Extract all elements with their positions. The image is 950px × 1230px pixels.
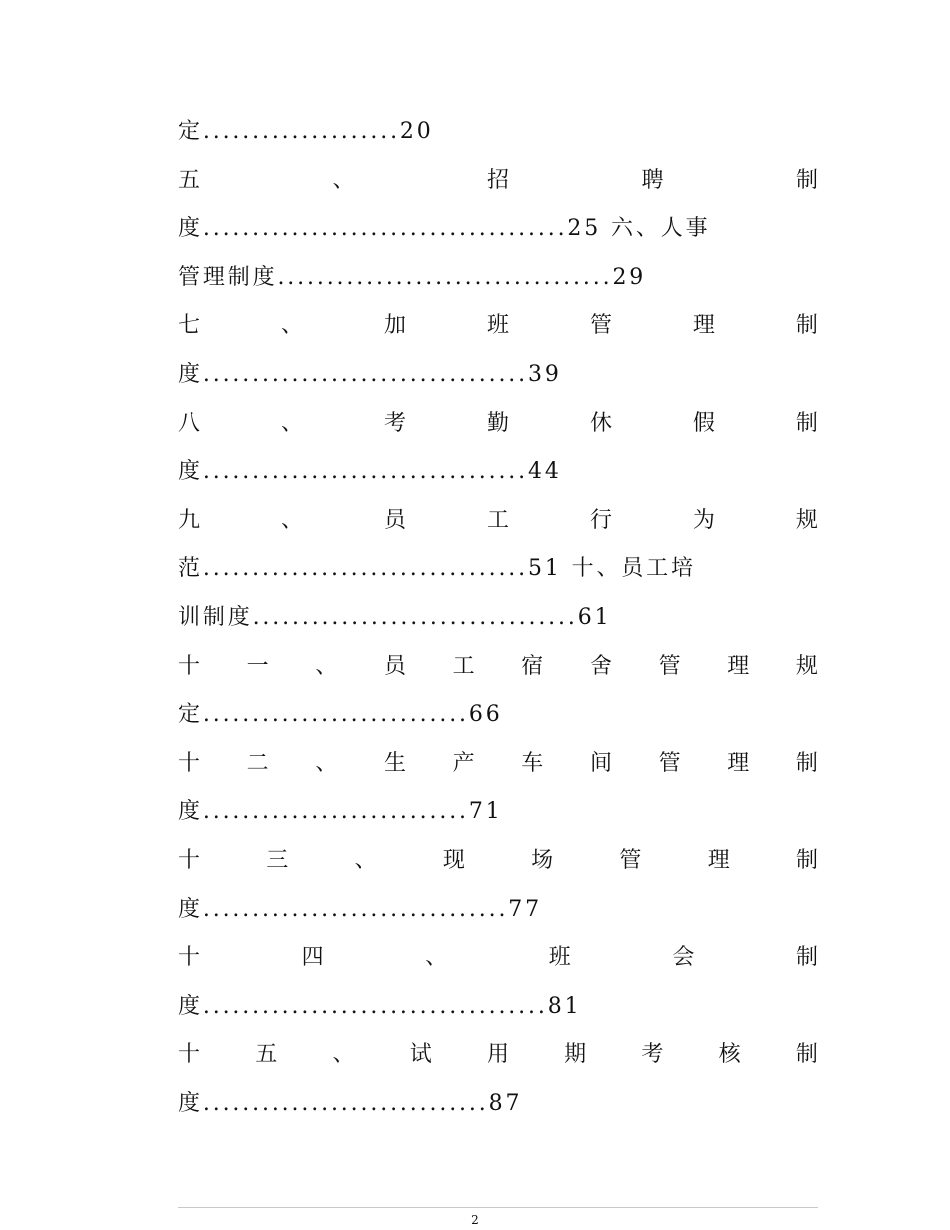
- toc-heading-char: 制: [795, 750, 818, 776]
- toc-heading-char: 理: [707, 847, 730, 873]
- toc-entry-line: 度.....................................25 六、人事: [178, 216, 711, 242]
- footer-divider: [178, 1207, 818, 1208]
- toc-heading-char: 生: [383, 750, 406, 776]
- toc-heading-char: 十: [178, 847, 201, 873]
- toc-entry-line: 范.................................51 十、员工培: [178, 556, 696, 582]
- toc-heading-char: 招: [486, 167, 509, 193]
- toc-heading-char: 试: [409, 1042, 432, 1068]
- toc-heading-char: 宿: [521, 653, 544, 679]
- toc-heading-char: 、: [425, 945, 448, 971]
- toc-entry-heading-line: [178, 837, 818, 886]
- toc-heading-char: 五: [178, 167, 201, 193]
- toc-entry-line: 训制度.................................61: [178, 604, 612, 630]
- toc-heading-char: 聘: [641, 167, 664, 193]
- toc-heading-char: 管: [658, 653, 681, 679]
- toc-heading-char: 行: [589, 507, 612, 533]
- toc-heading-char: 管: [589, 313, 612, 339]
- toc-heading-char: 、: [332, 167, 355, 193]
- toc-entry-heading-line: [178, 643, 818, 692]
- toc-entry-line: 度.................................44: [178, 459, 562, 485]
- toc-entry-line: 度...............................77: [178, 896, 543, 922]
- toc-heading-char: 、: [315, 750, 338, 776]
- toc-entry-line: 度.................................39: [178, 361, 562, 387]
- toc-entry-heading-line: [178, 934, 818, 983]
- toc-heading-char: 核: [718, 1042, 741, 1068]
- toc-heading-char: 、: [354, 847, 377, 873]
- toc-heading-char: 制: [795, 167, 818, 193]
- toc-heading-char: 班: [486, 313, 509, 339]
- toc-heading-char: 舍: [589, 653, 612, 679]
- toc-heading-char: 七: [178, 313, 201, 339]
- toc-heading-char: 十: [178, 653, 201, 679]
- toc-heading-char: 加: [383, 313, 406, 339]
- table-of-contents: [178, 108, 818, 1128]
- toc-heading-char: 班: [548, 945, 571, 971]
- toc-entry-heading-line: [178, 157, 818, 206]
- toc-heading-char: 、: [315, 653, 338, 679]
- toc-entry-heading-line: [178, 1031, 818, 1080]
- toc-heading-char: 会: [672, 945, 695, 971]
- toc-entry-line: 定...........................66: [178, 702, 503, 728]
- toc-entry-heading-line: [178, 497, 818, 546]
- toc-heading-char: 、: [332, 1042, 355, 1068]
- toc-heading-char: 理: [692, 313, 715, 339]
- toc-entry-line: 度.............................87: [178, 1090, 523, 1116]
- toc-heading-char: 八: [178, 410, 201, 436]
- page-number: 2: [471, 1213, 479, 1227]
- toc-heading-char: 五: [255, 1042, 278, 1068]
- toc-heading-char: 勤: [486, 410, 509, 436]
- toc-heading-char: 制: [795, 847, 818, 873]
- toc-entry-heading-line: [178, 302, 818, 351]
- toc-heading-char: 管: [658, 750, 681, 776]
- toc-heading-char: 一: [246, 653, 269, 679]
- toc-heading-char: 员: [383, 653, 406, 679]
- toc-heading-char: 为: [692, 507, 715, 533]
- toc-heading-char: 规: [795, 507, 818, 533]
- toc-heading-char: 期: [564, 1042, 587, 1068]
- toc-heading-char: 九: [178, 507, 201, 533]
- toc-heading-char: 产: [452, 750, 475, 776]
- toc-entry-line: 度...................................81: [178, 993, 582, 1019]
- toc-heading-char: 制: [795, 945, 818, 971]
- toc-heading-char: 规: [795, 653, 818, 679]
- toc-heading-char: 理: [727, 653, 750, 679]
- toc-heading-char: 考: [641, 1042, 664, 1068]
- toc-heading-char: 工: [486, 507, 509, 533]
- toc-heading-char: 、: [280, 410, 303, 436]
- toc-heading-char: 考: [383, 410, 406, 436]
- toc-entry-heading-line: [178, 400, 818, 449]
- toc-heading-char: 员: [383, 507, 406, 533]
- toc-heading-char: 管: [619, 847, 642, 873]
- toc-heading-char: 用: [486, 1042, 509, 1068]
- toc-entry-heading-line: [178, 740, 818, 789]
- toc-heading-char: 制: [795, 313, 818, 339]
- toc-heading-char: 、: [280, 313, 303, 339]
- toc-heading-char: 二: [246, 750, 269, 776]
- toc-heading-char: 、: [280, 507, 303, 533]
- toc-heading-char: 场: [531, 847, 554, 873]
- toc-heading-char: 现: [442, 847, 465, 873]
- toc-heading-char: 假: [692, 410, 715, 436]
- toc-entry-line: 度...........................71: [178, 799, 503, 825]
- toc-heading-char: 休: [589, 410, 612, 436]
- toc-heading-char: 间: [589, 750, 612, 776]
- toc-heading-char: 三: [266, 847, 289, 873]
- toc-heading-char: 制: [795, 410, 818, 436]
- toc-heading-char: 制: [795, 1042, 818, 1068]
- toc-heading-char: 十: [178, 945, 201, 971]
- toc-heading-char: 理: [727, 750, 750, 776]
- toc-entry-line: 定....................20: [178, 119, 434, 144]
- toc-heading-char: 十: [178, 750, 201, 776]
- toc-heading-char: 车: [521, 750, 544, 776]
- toc-heading-char: 工: [452, 653, 475, 679]
- toc-heading-char: 十: [178, 1042, 201, 1068]
- toc-entry-line: 管理制度..................................29: [178, 264, 647, 290]
- toc-heading-char: 四: [301, 945, 324, 971]
